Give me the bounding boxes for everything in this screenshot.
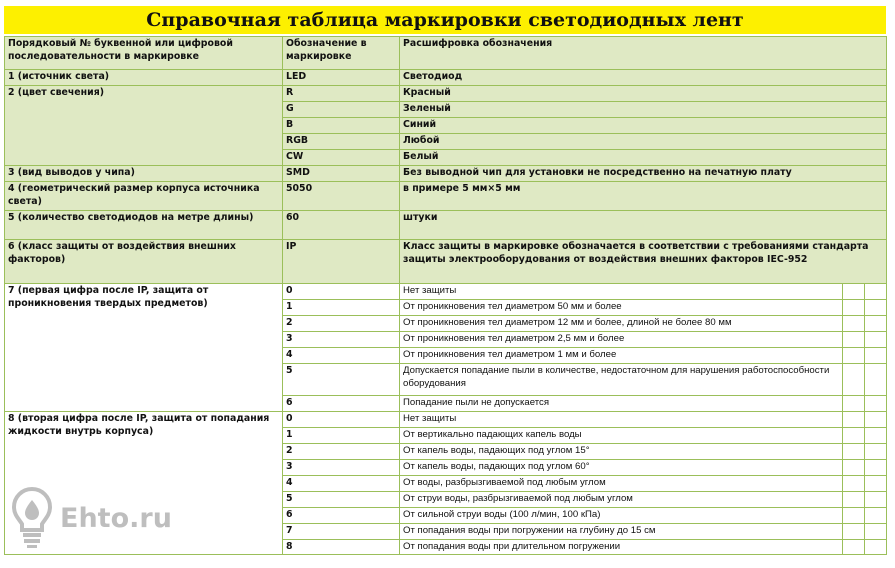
- code-cell: 5: [283, 492, 400, 508]
- empty-cell: [865, 428, 887, 444]
- code-cell: 1: [283, 300, 400, 316]
- lightbulb-icon: [10, 486, 54, 550]
- code-cell: G: [283, 102, 400, 118]
- empty-cell: [843, 508, 865, 524]
- empty-cell: [843, 396, 865, 412]
- code-cell: 8: [283, 540, 400, 555]
- order-cell: 6 (класс защиты от воздействия внешних факторов): [5, 240, 283, 284]
- empty-cell: [865, 284, 887, 300]
- table-row: [5, 166, 887, 182]
- decoding-cell: От проникновения тел диаметром 1 мм и более: [400, 348, 843, 364]
- code-cell: 7: [283, 524, 400, 540]
- empty-cell: [843, 444, 865, 460]
- empty-cell: [865, 524, 887, 540]
- decoding-cell: От проникновения тел диаметром 12 мм и более, длиной не более 80 мм: [400, 316, 843, 332]
- decoding-cell: Нет защиты: [400, 412, 843, 428]
- code-cell: 4: [283, 348, 400, 364]
- decoding-cell: От сильной струи воды (100 л/мин, 100 кПа): [400, 508, 843, 524]
- code-cell: IP: [283, 240, 400, 284]
- decoding-cell: От струи воды, разбрызгиваемой под любым углом: [400, 492, 843, 508]
- table-row: [5, 284, 887, 300]
- table-header-row: [5, 37, 887, 70]
- empty-cell: [865, 444, 887, 460]
- code-cell: B: [283, 118, 400, 134]
- empty-cell: [843, 348, 865, 364]
- code-cell: RGB: [283, 134, 400, 150]
- code-cell: 4: [283, 476, 400, 492]
- code-cell: 2: [283, 444, 400, 460]
- empty-cell: [843, 428, 865, 444]
- marking-table: [4, 36, 887, 555]
- table-row: [5, 86, 887, 102]
- decoding-cell: От капель воды, падающих под углом 15°: [400, 444, 843, 460]
- code-cell: LED: [283, 70, 400, 86]
- decoding-cell: От капель воды, падающих под углом 60°: [400, 460, 843, 476]
- empty-cell: [843, 332, 865, 348]
- code-cell: 0: [283, 412, 400, 428]
- empty-cell: [843, 316, 865, 332]
- code-cell: R: [283, 86, 400, 102]
- empty-cell: [843, 364, 865, 396]
- code-cell: 3: [283, 332, 400, 348]
- decoding-cell: От попадания воды при погружении на глубину до 15 см: [400, 524, 843, 540]
- order-cell: 7 (первая цифра после IP, защита от проникновения твердых предметов): [5, 284, 283, 412]
- decoding-cell: Класс защиты в маркировке обозначается в соответствии с требованиями стандарта защиты электрооборудования от воздействия внешних факторов IEC-952: [400, 240, 887, 284]
- decoding-cell: От воды, разбрызгиваемой под любым углом: [400, 476, 843, 492]
- empty-cell: [865, 412, 887, 428]
- empty-cell: [843, 492, 865, 508]
- decoding-cell: Любой: [400, 134, 887, 150]
- watermark-text: Ehto.ru: [60, 502, 172, 534]
- code-cell: 3: [283, 460, 400, 476]
- empty-cell: [865, 540, 887, 555]
- empty-cell: [843, 524, 865, 540]
- page-title: Справочная таблица маркировки светодиодных лент: [4, 6, 886, 36]
- code-cell: 6: [283, 396, 400, 412]
- code-cell: 6: [283, 508, 400, 524]
- order-cell: 2 (цвет свечения): [5, 86, 283, 166]
- empty-cell: [843, 284, 865, 300]
- code-cell: 0: [283, 284, 400, 300]
- decoding-cell: в примере 5 мм×5 мм: [400, 182, 887, 211]
- empty-cell: [843, 476, 865, 492]
- header-decoding: Расшифровка обозначения: [400, 37, 887, 70]
- order-cell: 3 (вид выводов у чипа): [5, 166, 283, 182]
- decoding-cell: Без выводной чип для установки не посредственно на печатную плату: [400, 166, 887, 182]
- code-cell: CW: [283, 150, 400, 166]
- empty-cell: [865, 476, 887, 492]
- empty-cell: [865, 316, 887, 332]
- empty-cell: [865, 300, 887, 316]
- order-cell: 1 (источник света): [5, 70, 283, 86]
- order-cell: 8 (вторая цифра после IP, защита от попадания жидкости внутрь корпуса): [5, 412, 283, 555]
- header-order-number: Порядковый № буквенной или цифровой последовательности в маркировке: [5, 37, 283, 70]
- code-cell: 1: [283, 428, 400, 444]
- decoding-cell: Допускается попадание пыли в количестве, недостаточном для нарушения работоспособности оборудования: [400, 364, 843, 396]
- empty-cell: [865, 332, 887, 348]
- decoding-cell: Попадание пыли не допускается: [400, 396, 843, 412]
- code-cell: 60: [283, 211, 400, 240]
- decoding-cell: Светодиод: [400, 70, 887, 86]
- empty-cell: [843, 412, 865, 428]
- empty-cell: [843, 540, 865, 555]
- decoding-cell: Зеленый: [400, 102, 887, 118]
- table-row: [5, 211, 887, 240]
- header-designation: Обозначение в маркировке: [283, 37, 400, 70]
- code-cell: 5050: [283, 182, 400, 211]
- code-cell: 5: [283, 364, 400, 396]
- table-row: [5, 70, 887, 86]
- decoding-cell: От проникновения тел диаметром 2,5 мм и более: [400, 332, 843, 348]
- code-cell: SMD: [283, 166, 400, 182]
- order-cell: 4 (геометрический размер корпуса источника света): [5, 182, 283, 211]
- empty-cell: [865, 348, 887, 364]
- decoding-cell: От проникновения тел диаметром 50 мм и более: [400, 300, 843, 316]
- empty-cell: [865, 396, 887, 412]
- order-cell: 5 (количество светодиодов на метре длины): [5, 211, 283, 240]
- decoding-cell: штуки: [400, 211, 887, 240]
- empty-cell: [865, 460, 887, 476]
- code-cell: 2: [283, 316, 400, 332]
- watermark: [10, 486, 172, 550]
- empty-cell: [865, 492, 887, 508]
- table-row: [5, 412, 887, 428]
- table-row: [5, 182, 887, 211]
- table-row: [5, 240, 887, 284]
- empty-cell: [843, 300, 865, 316]
- empty-cell: [865, 364, 887, 396]
- empty-cell: [843, 460, 865, 476]
- decoding-cell: От вертикально падающих капель воды: [400, 428, 843, 444]
- empty-cell: [865, 508, 887, 524]
- decoding-cell: Белый: [400, 150, 887, 166]
- decoding-cell: От попадания воды при длительном погружении: [400, 540, 843, 555]
- decoding-cell: Синий: [400, 118, 887, 134]
- decoding-cell: Нет защиты: [400, 284, 843, 300]
- decoding-cell: Красный: [400, 86, 887, 102]
